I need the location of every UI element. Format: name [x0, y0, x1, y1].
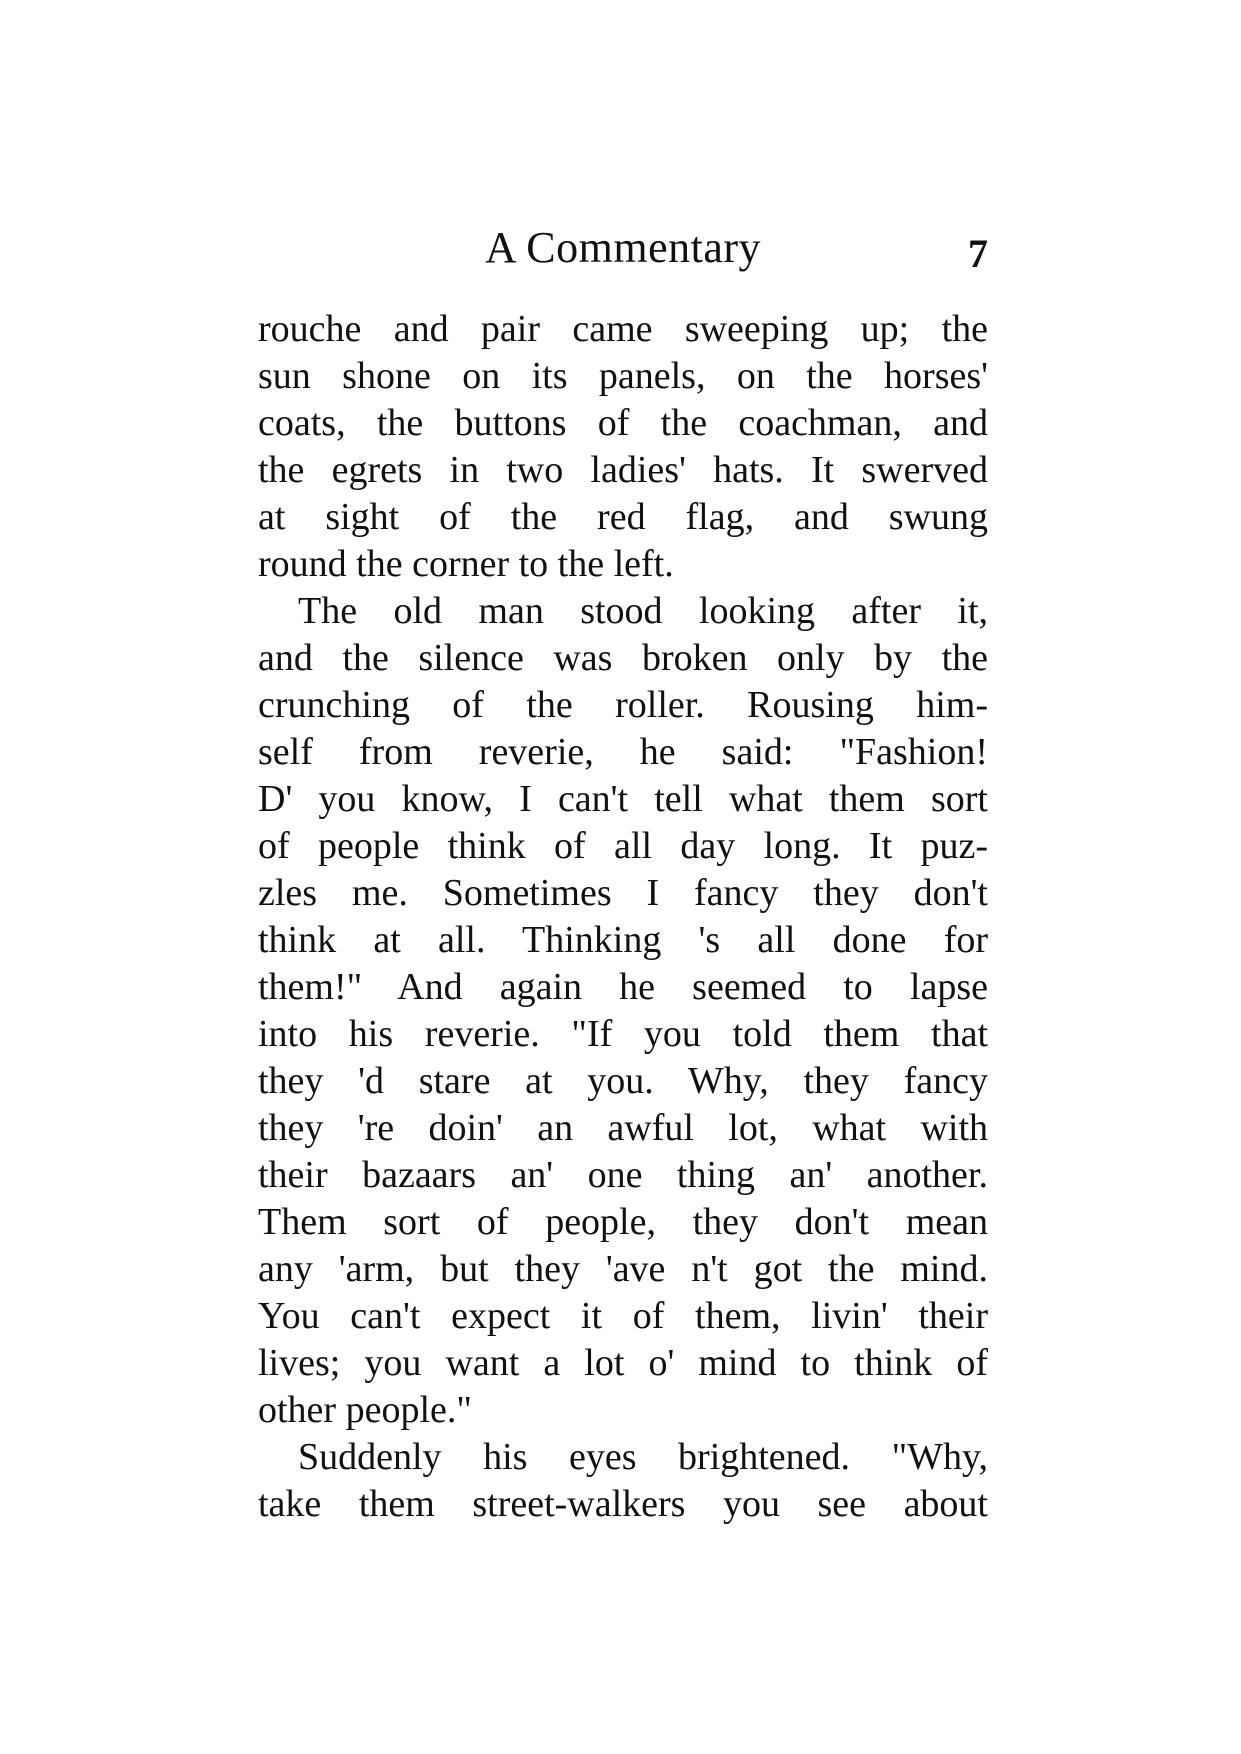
text-line: round the corner to the left.: [258, 543, 674, 585]
text-line: The old man stood looking after it,: [298, 590, 988, 632]
running-head-title: A Commentary: [484, 223, 762, 272]
text-line: lives; you want a lot o' mind to think of: [258, 1342, 988, 1384]
text-line: they 're doin' an awful lot, what with: [258, 1107, 988, 1149]
text-line: rouche and pair came sweeping up; the: [258, 308, 988, 350]
text-line: into his reverie. "If you told them that: [258, 1013, 988, 1055]
text-line: self from reverie, he said: "Fashion!: [258, 731, 988, 773]
text-line: Suddenly his eyes brightened. "Why,: [298, 1436, 988, 1478]
page-number: 7: [968, 231, 988, 276]
text-line: any 'arm, but they 'ave n't got the mind.: [258, 1248, 988, 1290]
text-line: D' you know, I can't tell what them sort: [258, 778, 988, 820]
text-line: them!" And again he seemed to lapse: [258, 966, 988, 1008]
text-line: take them street-walkers you see about: [258, 1483, 988, 1525]
text-line: Them sort of people, they don't mean: [258, 1201, 988, 1243]
text-line: You can't expect it of them, livin' their: [258, 1295, 988, 1337]
text-line: zles me. Sometimes I fancy they don't: [258, 872, 988, 914]
body-text: [258, 306, 988, 1528]
text-line: and the silence was broken only by the: [258, 637, 988, 679]
text-line: think at all. Thinking 's all done for: [258, 919, 988, 961]
text-line: sun shone on its panels, on the horses': [258, 355, 988, 397]
text-line: they 'd stare at you. Why, they fancy: [258, 1060, 988, 1102]
text-line: coats, the buttons of the coachman, and: [258, 402, 988, 444]
text-line: their bazaars an' one thing an' another.: [258, 1154, 988, 1196]
text-line: crunching of the roller. Rousing him-: [258, 684, 988, 726]
text-line: the egrets in two ladies' hats. It swerved: [258, 449, 988, 491]
text-line: other people.": [258, 1389, 472, 1431]
running-head: [258, 218, 988, 278]
text-line: of people think of all day long. It puz-: [258, 825, 988, 867]
text-line: at sight of the red flag, and swung: [258, 496, 988, 538]
